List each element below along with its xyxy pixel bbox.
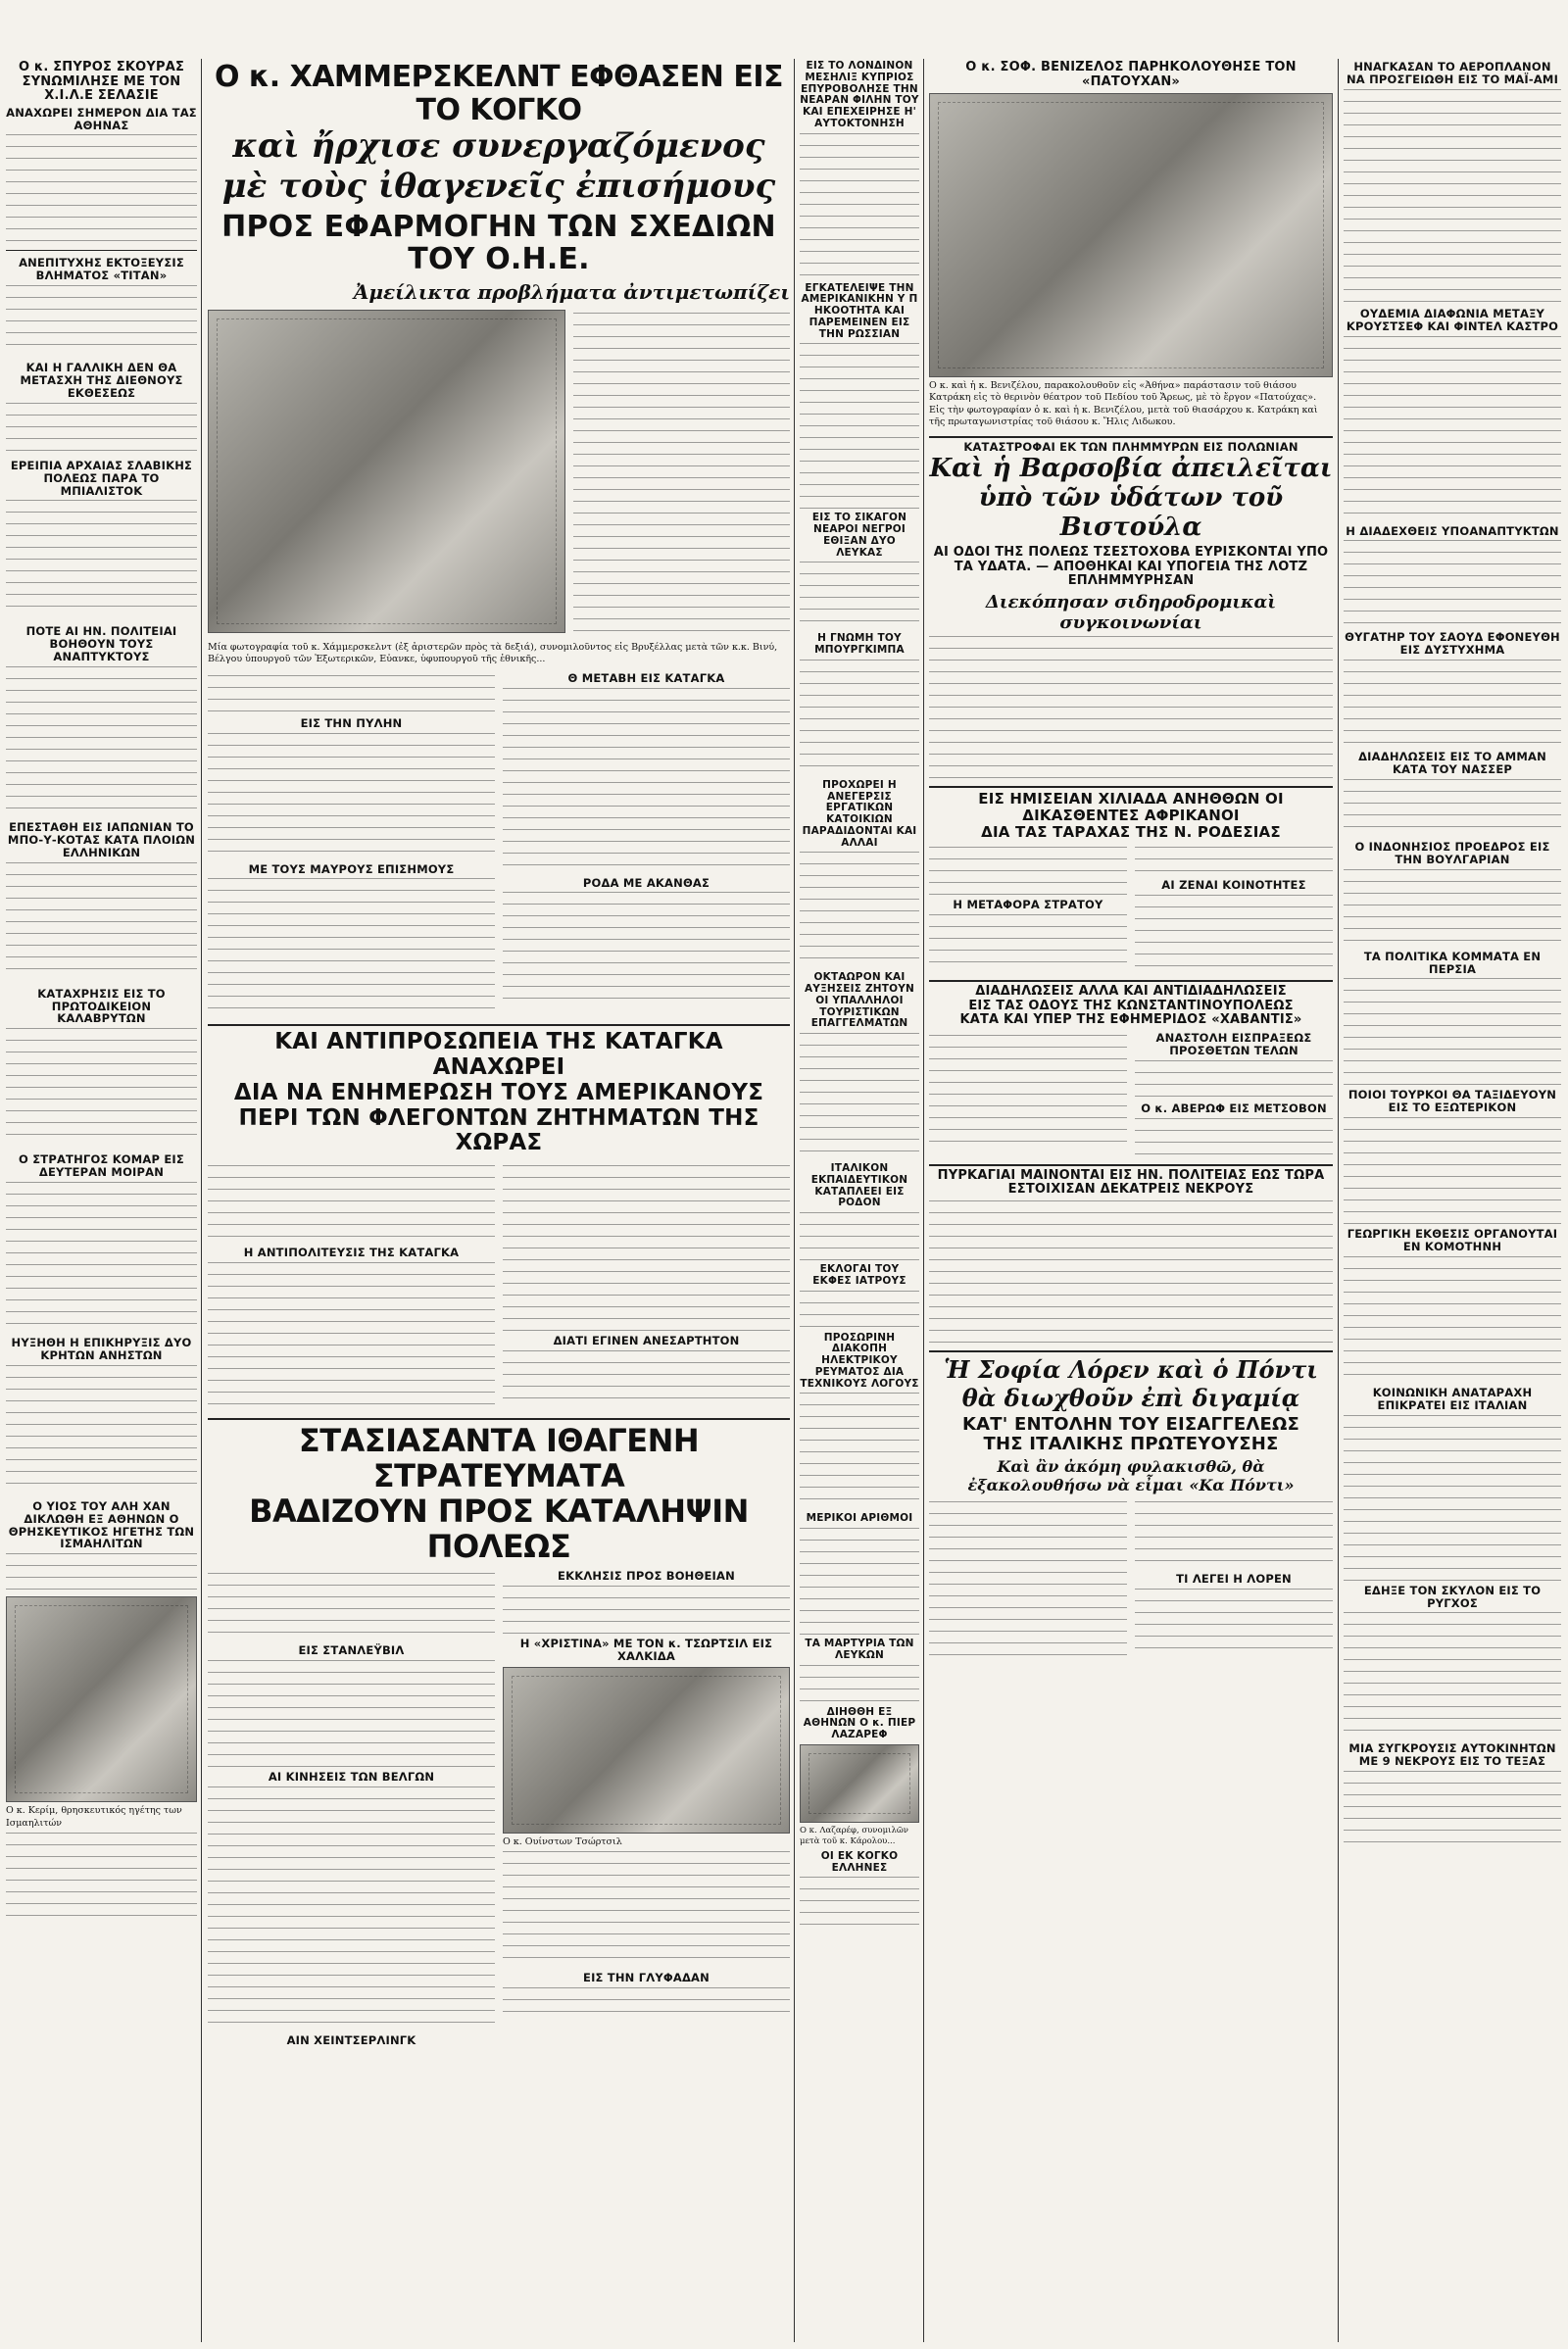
theatre-photo	[929, 93, 1333, 377]
lead-headline-line2: καὶ ἤρχισε συνεργαζόμενος	[232, 126, 765, 167]
article-headline: ΓΕΩΡΓΙΚΗ ΕΚΘΕΣΙΣ ΟΡΓΑΝΟΥΤΑΙ ΕΝ ΚΟΜΟΤΗΝΗ	[1347, 1227, 1558, 1253]
section-headline: ΚΑΤ' ΕΝΤΟΛΗΝ ΤΟΥ ΕΙΣΑΓΓΕΛΕΩΣ	[962, 1413, 1299, 1435]
article-headline: ΘΥΓΑΤΗΡ ΤΟΥ ΣΑΟΥΔ ΕΦΟΝΕΥΘΗ ΕΙΣ ΔΥΣΤΥΧΗΜΑ	[1345, 630, 1560, 658]
article-headline: Ο ΥΙΟΣ ΤΟΥ ΑΛΗ ΧΑΝ ΔΙΚΛΩΘΗ ΕΞ ΑΘΗΝΩΝ Ο ΘΡΗΣΚΕΥΤΙΚΟΣ ΗΓΕΤΗΣ ΤΩΝ ΙΣΜΑΗΛΙΤΩΝ	[8, 1498, 195, 1551]
sub-headline: Θ ΜΕΤΑΒΗ ΕΙΣ ΚΑΤΑΓΚΑ	[567, 670, 725, 685]
article-headline: ΕΙΣ ΤΟ ΛΟΝΔΙΝΟΝ ΜΕΣΗΛΙΞ ΚΥΠΡΙΟΣ ΕΠΥΡΟΒΟΛΗΣΕ ΤΗΝ ΝΕΑΡΑΝ ΦΙΛΗΝ ΤΟΥ ΚΑΙ ΕΠΕΧΕΙΡΗΣΕ Η' ΑΥΤΟΚΤΟΝΗΣΗ	[800, 60, 919, 129]
article-headline: ΑΝΕΠΙΤΥΧΗΣ ΕΚΤΟΞΕΥΣΙΣ ΒΛΗΜΑΤΟΣ «ΤΙΤΑΝ»	[19, 256, 184, 283]
article-headline: ΗΥΞΗΘΗ Η ΕΠΙΚΗΡΥΞΙΣ ΔΥΟ ΚΡΗΤΩΝ ΑΝΗΣΤΩΝ	[11, 1336, 192, 1362]
section-headline: ΚΑΤΑ ΚΑΙ ΥΠΕΡ ΤΗΣ ΕΦΗΜΕΡΙΔΟΣ «ΧΑΒΑΝΤΙΣ»	[959, 1012, 1302, 1028]
article-headline: ΗΝΑΓΚΑΣΑΝ ΤΟ ΑΕΡΟΠΛΑΝΟΝ ΝΑ ΠΡΟΣΓΕΙΩΘΗ ΕΙΣ ΤΟ ΜΑΪ-ΑΜΙ	[1346, 60, 1559, 86]
lead-headline-line3: μὲ τοὺς ἰθαγενεῖς ἐπισήμους	[221, 166, 776, 206]
sub-headline: ΕΙΣ ΤΗΝ ΠΥΛΗΝ	[300, 715, 403, 730]
sub-headline: Ο κ. ΑΒΕΡΩΦ ΕΙΣ ΜΕΤΣΟΒΟΝ	[1141, 1101, 1327, 1115]
sub-headline: ΑΝΑΣΤΟΛΗ ΕΙΣΠΡΑΞΕΩΣ ΠΡΟΣΘΕΤΩΝ ΤΕΛΩΝ	[1155, 1030, 1312, 1057]
lead-photo	[208, 310, 565, 633]
sub-headline: ΕΙΣ ΣΤΑΝΛΕΫΒΙΛ	[298, 1643, 405, 1658]
article-headline: Ο κ. ΣΠΥΡΟΣ ΣΚΟΥΡΑΣ ΣΥΝΩΜΙΛΗΣΕ ΜΕ ΤΟΝ Χ.Ι.Λ.Ε ΣΕΛΑΣΙΕ	[18, 60, 185, 104]
sub-headline: Η ΑΝΤΙΠΟΛΙΤΕΥΣΙΣ ΤΗΣ ΚΑΤΑΓΚΑ	[243, 1246, 460, 1260]
third-column	[800, 61, 919, 1938]
article-headline: ΤΑ ΜΑΡΤΥΡΙΑ ΤΩΝ ΛΕΥΚΩΝ	[805, 1638, 914, 1661]
sub-headline: ΜΕ ΤΟΥΣ ΜΑΥΡΟΥΣ ΕΠΙΣΗΜΟΥΣ	[248, 861, 455, 876]
sub-headline: ΕΙΣ ΤΗΝ ΓΛΥΦΑΔΑΝ	[583, 1971, 710, 1985]
section-headline: ΕΙΣ ΤΑΣ ΟΔΟΥΣ ΤΗΣ ΚΩΝΣΤΑΝΤΙΝΟΥΠΟΛΕΩΣ	[968, 998, 1294, 1013]
article-headline: ΠΡΟΧΩΡΕΙ Η ΑΝΕΓΕΡΣΙΣ ΕΡΓΑΤΙΚΩΝ ΚΑΤΟΙΚΙΩΝ ΠΑΡΑΔΙΔΟΝΤΑΙ ΚΑΙ ΑΛΛΑΙ	[802, 778, 917, 849]
fifth-column	[1344, 61, 1561, 1852]
article-headline: Η ΔΙΑΔΕΧΘΕΙΣ ΥΠΟΑΝΑΠΤΥΚΤΩΝ	[1346, 523, 1559, 538]
photo-caption: Ο κ. Λαζαρέφ, συνομιλῶν μετὰ τοῦ κ. Κάρολου...	[800, 1825, 908, 1846]
section-headline: ΠΥΡΚΑΓΙΑΙ ΜΑΙΝΟΝΤΑΙ ΕΙΣ ΗΝ. ΠΟΛΙΤΕΙΑΣ ΕΩΣ ΤΩΡΑ ΕΣΤΟΙΧΙΣΑΝ ΔΕΚΑΤΡΕΙΣ ΝΕΚΡΟΥΣ	[929, 1164, 1333, 1198]
article-headline: ΜΕΡΙΚΟΙ ΑΡΙΘΜΟΙ	[806, 1512, 913, 1525]
article-headline: ΕΚΛΟΓΑΙ ΤΟΥ ΕΚΦΕΣ ΙΑΤΡΟΥΣ	[812, 1263, 906, 1287]
lead-headline-line4: ΠΡΟΣ ΕΦΑΡΜΟΓΗΝ ΤΩΝ ΣΧΕΔΙΩΝ ΤΟΥ Ο.Η.Ε.	[221, 209, 776, 277]
article-headline: ΕΙΣ ΤΟ ΣΙΚΑΓΟΝ ΝΕΑΡΟΙ ΝΕΓΡΟΙ ΕΘΙΞΑΝ ΔΥΟ ΛΕΥΚΑΣ	[811, 512, 907, 559]
article-headline: ΚΑΙ Η ΓΑΛΛΙΚΗ ΔΕΝ ΘΑ ΜΕΤΑΣΧΗ ΤΗΣ ΔΙΕΘΝΟΥΣ ΕΚΘΕΣΕΩΣ	[20, 361, 183, 400]
article-headline: ΠΟΙΟΙ ΤΟΥΡΚΟΙ ΘΑ ΤΑΞΙΔΕΥΟΥΝ ΕΙΣ ΤΟ ΕΞΩΤΕΡΙΚΟΝ	[1348, 1088, 1557, 1115]
left-column	[6, 61, 197, 1929]
big-headline: ὑπὸ τῶν ὑδάτων τοῦ Βιστούλα	[978, 483, 1284, 543]
deck: ΑΙ ΟΔΟΙ ΤΗΣ ΠΟΛΕΩΣ ΤΣΕΣΤΟΧΟΒΑ ΕΥΡΙΣΚΟΝΤΑΙ ΥΠΟ ΤΑ ΥΔΑΤΑ. — ΑΠΟΘΗΚΑΙ ΚΑΙ ΥΠΟΓΕΙΑ ΤΗΣ ΛΟΤΖ ΕΠΛΗΜΜΥΡΗΣΑΝ	[933, 545, 1329, 589]
article-headline: ΠΟΤΕ ΑΙ ΗΝ. ΠΟΛΙΤΕΙΑΙ ΒΟΗΘΟΥΝ ΤΟΥΣ ΑΝΑΠΤΥΚΤΟΥΣ	[25, 624, 177, 664]
column-rule	[794, 59, 795, 2342]
big-headline: Ἡ Σοφία Λόρεν καὶ ὁ Πόντι	[944, 1354, 1318, 1384]
photo-caption: Ο κ. Κερίμ, θρησκευτικός ηγέτης των Ισμαηλιτών	[6, 1805, 182, 1829]
article-headline: ΟΙ ΕΚ ΚΟΓΚΟ ΕΛΛΗΝΕΣ	[820, 1849, 899, 1874]
article-headline: ΜΙΑ ΣΥΓΚΡΟΥΣΙΣ ΑΥΤΟΚΙΝΗΤΩΝ ΜΕ 9 ΝΕΚΡΟΥΣ ΕΙΣ ΤΟ ΤΕΞΑΣ	[1348, 1741, 1556, 1769]
portrait-photo	[503, 1667, 790, 1834]
article-headline: ΤΑ ΠΟΛΙΤΙΚΑ ΚΟΜΜΑΤΑ ΕΝ ΠΕΡΣΙΑ	[1363, 949, 1542, 976]
main-column	[208, 61, 790, 2047]
sub-headline: ΑΙ ΖΕΝΑΙ ΚΟΙΝΟΤΗΤΕΣ	[1161, 878, 1306, 893]
photo-caption: Ο κ. Ουίνστων Τσώρτσιλ	[503, 1835, 622, 1847]
photo-caption: Ο κ. καὶ ἡ κ. Βενιζέλου, παρακολουθοῦν εἰς «Ἀθήνα» παράστασιν τοῦ θιάσου Κατράκη εἰς τὸ θερινὸν θέατρον τοῦ Πεδίου τοῦ Ἄρεως, μὲ τὸ ἔργον «Πατούχας». Εἰς τὴν φωτογραφίαν ὁ κ. καὶ ἡ κ. Βενιζέλου, μετὰ τοῦ θιασάρχου κ. Κατράκη καὶ τῆς πρωταγωνιστρίας τοῦ θιάσου κ. Ἤλις Λιδωκου.	[929, 380, 1318, 428]
sub-headline: ΑΙ ΚΙΝΗΣΕΙΣ ΤΩΝ ΒΕΛΓΩΝ	[268, 1770, 435, 1785]
column-rule	[201, 59, 202, 2342]
section-headline: ΣΤΑΣΙΑΣΑΝΤΑ ΙΘΑΓΕΝΗ ΣΤΡΑΤΕΥΜΑΤΑ	[298, 1422, 700, 1494]
sub-headline: ΑΙΝ ΧΕΙΝΤΣΕΡΛΙΝΓΚ	[286, 2033, 416, 2048]
section-headline: ΤΗΣ ΙΤΑΛΙΚΗΣ ΠΡΩΤΕΥΟΥΣΗΣ	[983, 1433, 1279, 1454]
sub-headline: Η ΜΕΤΑΦΟΡΑ ΣΤΡΑΤΟΥ	[953, 898, 1103, 912]
big-headline: Καὶ ἡ Βαρσοβία ἀπειλεῖται	[929, 454, 1333, 484]
article-headline: Ο ΣΤΡΑΤΗΓΟΣ ΚΟΜΑΡ ΕΙΣ ΔΕΥΤΕΡΑΝ ΜΟΙΡΑΝ	[19, 1152, 184, 1180]
section-headline: ΕΙΣ ΗΜΙΣΕΙΑΝ ΧΙΛΙΑΔΑ ΑΝΗΘΘΩΝ ΟΙ ΔΙΚΑΣΘΕΝΤΕΣ ΑΦΡΙΚΑΝΟΙ	[978, 789, 1284, 824]
article-headline: Η ΓΝΩΜΗ ΤΟΥ ΜΠΟΥΡΓΚΙΜΠΑ	[814, 632, 905, 656]
article-headline: ΟΥΔΕΜΙΑ ΔΙΑΦΩΝΙΑ ΜΕΤΑΞΥ ΚΡΟΥΣΤΣΕΦ ΚΑΙ ΦΙΝΤΕΛ ΚΑΣΤΡΟ	[1346, 306, 1559, 333]
article-headline: ΕΠΕΣΤΑΘΗ ΕΙΣ ΙΑΠΩΝΙΑΝ ΤΟ ΜΠΟ-Υ-ΚΟΤΑΣ ΚΑΤΑ ΠΛΟΙΩΝ ΕΛΛΗΝΙΚΩΝ	[7, 820, 196, 859]
sub-headline: ΔΙΑΤΙ ΕΓΙΝΕΝ ΑΝΕΣΑΡΤΗΤΟΝ	[553, 1334, 740, 1348]
news-photo	[800, 1744, 919, 1823]
section-headline: ΚΑΙ ΑΝΤΙΠΡΟΣΩΠΕΙΑ ΤΗΣ ΚΑΤΑΓΚΑ ΑΝΑΧΩΡΕΙ	[274, 1029, 723, 1081]
section-headline: ΒΑΔΙΖΟΥΝ ΠΡΟΣ ΚΑΤΑΛΗΨΙΝ ΠΟΛΕΩΣ	[249, 1492, 749, 1565]
deck: Διεκόπησαν σιδηροδρομικαὶ συγκοινωνίαι	[985, 591, 1277, 633]
article-headline: ΚΑΤΑΧΡΗΣΙΣ ΕΙΣ ΤΟ ΠΡΩΤΟΔΙΚΕΙΟΝ ΚΑΛΑΒΡΥΤΩΝ	[37, 986, 166, 1026]
article-headline: Ο κ. ΣΟΦ. ΒΕΝΙΖΕΛΟΣ ΠΑΡΗΚΟΛΟΥΘΗΣΕ ΤΟΝ «ΠΑΤΟΥΧΑΝ»	[965, 60, 1297, 89]
lead-photo-caption: Μία φωτογραφία τοῦ κ. Χάμμερσκελντ (ἐξ ἀριστερῶν πρὸς τὰ δεξιά), συνομιλοῦντος εἰς Βρυξέλλας μετὰ τῶν κ.κ. Βινύ, Βέλγου ὑπουργοῦ τῶν Ἐξωτερικῶν, Εὐανκε, ὑφυπουργοῦ τῆς ἐθνικῆς...	[208, 641, 778, 665]
portrait-photo	[6, 1596, 197, 1802]
sub-headline: ΡΟΔΑ ΜΕ ΑΚΑΝΘΑΣ	[582, 875, 710, 890]
sub-headline: ΤΙ ΛΕΓΕΙ Η ΛΟΡΕΝ	[1176, 1571, 1292, 1586]
article-headline: ΚΟΙΝΩΝΙΚΗ ΑΝΑΤΑΡΑΧΗ ΕΠΙΚΡΑΤΕΙ ΕΙΣ ΙΤΑΛΙΑΝ	[1372, 1385, 1533, 1412]
section-headline: ΔΙΑ ΤΑΣ ΤΑΡΑΧΑΣ ΤΗΣ Ν. ΡΟΔΕΣΙΑΣ	[981, 822, 1281, 841]
article-headline: ΔΙΗΘΘΗ ΕΞ ΑΘΗΝΩΝ Ο κ. ΠΙΕΡ ΛΑΖΑΡΕΦ	[803, 1705, 916, 1740]
article-headline: ΔΙΑΔΗΛΩΣΕΙΣ ΕΙΣ ΤΟ ΑΜΜΑΝ ΚΑΤΑ ΤΟΥ ΝΑΣΣΕΡ	[1358, 750, 1546, 776]
section-headline: ΠΕΡΙ ΤΩΝ ΦΛΕΓΟΝΤΩΝ ΖΗΤΗΜΑΤΩΝ ΤΗΣ ΧΩΡΑΣ	[238, 1104, 760, 1156]
article-subheadline: ΑΝΑΧΩΡΕΙ ΣΗΜΕΡΟΝ ΔΙΑ ΤΑΣ ΑΘΗΝΑΣ	[6, 105, 197, 132]
lead-deck: Ἀμείλικτα προβλήματα ἀντιμετωπίζει	[353, 279, 790, 304]
lead-headline: Ο κ. ΧΑΜΜΕΡΣΚΕΛΝΤ ΕΦΘΑΣΕΝ ΕΙΣ ΤΟ ΚΟΓΚΟ	[214, 60, 783, 127]
fourth-column	[929, 61, 1333, 1661]
sub-headline: ΕΚΚΛΗΣΙΣ ΠΡΟΣ ΒΟΗΘΕΙΑΝ	[558, 1569, 735, 1584]
article-headline: ΟΚΤΑΩΡΟΝ ΚΑΙ ΑΥΞΗΣΕΙΣ ΖΗΤΟΥΝ ΟΙ ΥΠΑΛΛΗΛΟΙ ΤΟΥΡΙΣΤΙΚΩΝ ΕΠΑΓΓΕΛΜΑΤΩΝ	[804, 971, 915, 1030]
article-headline: ΕΡΕΙΠΙΑ ΑΡΧΑΙΑΣ ΣΛΑΒΙΚΗΣ ΠΟΛΕΩΣ ΠΑΡΑ ΤΟ ΜΠΙΑΛΙΣΤΟΚ	[10, 458, 193, 498]
article-headline: ΕΓΚΑΤΕΛΕΙΨΕ ΤΗΝ ΑΜΕΡΙΚΑΝΙΚΗΝ Υ Π ΗΚΟΟΤΗΤΑ ΚΑΙ ΠΑΡΕΜΕΙΝΕΝ ΕΙΣ ΤΗΝ ΡΩΣΣΙΑΝ	[801, 281, 918, 340]
kicker: ΚΑΤΑΣΤΡΟΦΑΙ ΕΚ ΤΩΝ ΠΛΗΜΜΥΡΩΝ ΕΙΣ ΠΟΛΩΝΙΑΝ	[929, 436, 1333, 454]
column-rule	[923, 59, 924, 2342]
article-headline: ΕΔΗΞΕ ΤΟΝ ΣΚΥΛΟΝ ΕΙΣ ΤΟ ΡΥΓΧΟΣ	[1363, 1583, 1542, 1610]
deck: Καὶ ἂν ἀκόμη φυλακισθῶ, θὰ ἐξακολουθήσω νὰ εἶμαι «Κα Πόντι»	[967, 1456, 1295, 1494]
column-rule	[1338, 59, 1339, 2342]
section-headline: ΔΙΑΔΗΛΩΣΕΙΣ ΑΛΛΑ ΚΑΙ ΑΝΤΙΔΙΑΔΗΛΩΣΕΙΣ	[975, 984, 1287, 1000]
article-headline: Ο ΙΝΔΟΝΗΣΙΟΣ ΠΡΟΕΔΡΟΣ ΕΙΣ ΤΗΝ ΒΟΥΛΓΑΡΙΑΝ	[1354, 839, 1550, 866]
sub-headline: Η «ΧΡΙΣΤΙΝΑ» ΜΕ ΤΟΝ κ. ΤΣΩΡΤΣΙΛ ΕΙΣ ΧΑΛΚΙΔΑ	[519, 1637, 773, 1664]
big-headline: θὰ διωχθοῦν ἐπὶ διγαμίᾳ	[961, 1383, 1300, 1412]
article-headline: ΙΤΑΛΙΚΟΝ ΕΚΠΑΙΔΕΥΤΙΚΟΝ ΚΑΤΑΠΛΕΕΙ ΕΙΣ ΡΟΔΟΝ	[810, 1162, 908, 1209]
section-headline: ΔΙΑ ΝΑ ΕΝΗΜΕΡΩΣΗ ΤΟΥΣ ΑΜΕΡΙΚΑΝΟΥΣ	[233, 1079, 764, 1105]
article-headline: ΠΡΟΣΩΡΙΝΗ ΔΙΑΚΟΠΗ ΗΛΕΚΤΡΙΚΟΥ ΡΕΥΜΑΤΟΣ ΔΙΑ ΤΕΧΝΙΚΟΥΣ ΛΟΓΟΥΣ	[800, 1331, 919, 1390]
